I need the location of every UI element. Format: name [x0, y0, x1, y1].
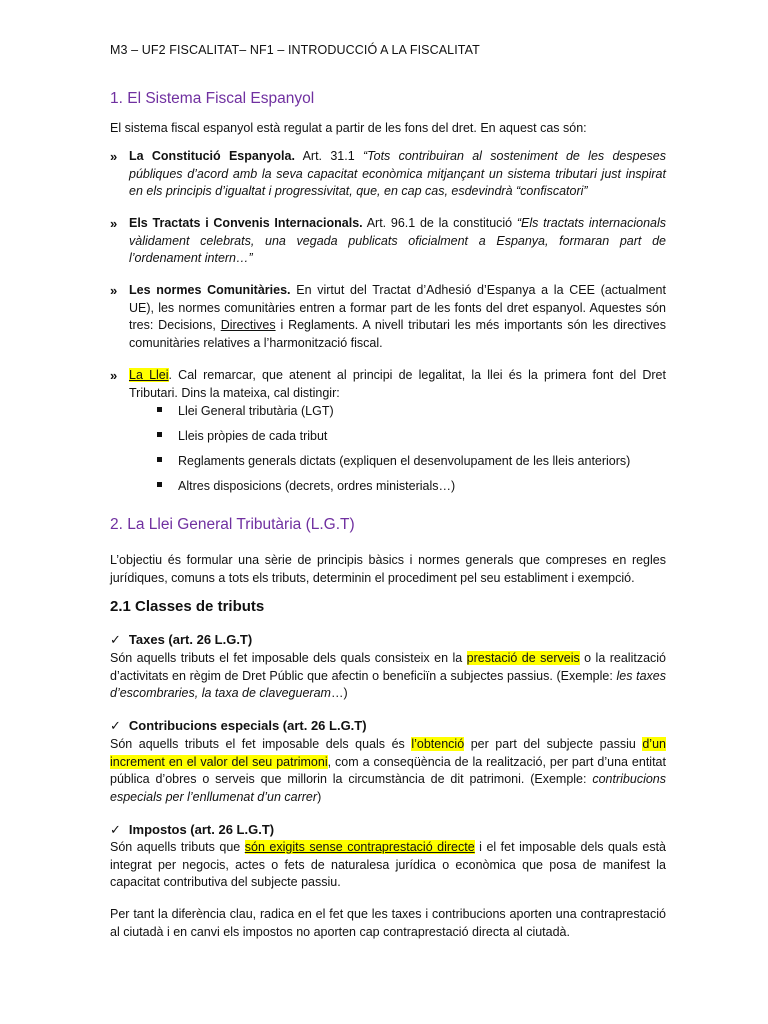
double-chevron-right-icon: »: [110, 368, 118, 383]
sub-item: [157, 428, 327, 446]
item-bold: Les normes Comunitàries.: [129, 283, 291, 297]
item-underlined: Directives: [220, 318, 276, 332]
item-text: i Reglaments. A nivell tributari les més importants són les directives comunitàries relatives a l’harmonització fiscal.: [129, 318, 667, 350]
item-bold: La Constitució Espanyola.: [129, 149, 295, 163]
list-item-normes-comunitaries: [110, 282, 666, 352]
item-quote: “Tots contribuiran al sosteniment de les despeses públiques d’acord amb la seva capacitat econòmica mitjançant un sistema tributari just inspirat en els principis d’igualtat i progressivitat, que, en cap cas, esdevindrà “confiscatori”: [129, 149, 666, 198]
impostos-title-label: Impostos (art. 26 L.G.T): [128, 822, 275, 837]
sub-item: [157, 453, 630, 471]
item-quote: “Els tractats internacionals vàlidament celebrats, una vegada publicats oficialment a Espanya, formaran part de l’ordenament intern…”: [129, 216, 666, 265]
item-bold: Els Tractats i Convenis Internacionals.: [129, 216, 363, 230]
impostos-title: [110, 822, 274, 838]
section2-title: 2. La Llei General Tributària (L.G.T): [110, 516, 355, 533]
item-text: Art. 96.1 de la constitució: [362, 216, 517, 230]
check-icon: ✓: [110, 822, 121, 837]
double-chevron-right-icon: »: [110, 283, 118, 298]
contribucions-text: Són aquells tributs el fet imposable dels quals és l’obtenció per part del subjecte passiu d’un increment en el valor del seu patrimoni, com a conseqüència de la realització, per part d’una entitat pública d’obres o serveis que millorin la circumstància de dit patrimoni. (Exemple: contribucions especials per l’enllumenat d’un carrer): [110, 737, 666, 804]
square-bullet-icon: [157, 457, 162, 462]
subsection-title: 2.1 Classes de tributs: [110, 598, 265, 615]
section1-intro: El sistema fiscal espanyol està regulat a partir de les fons del dret. En aquest cas són:: [110, 121, 587, 135]
list-item-llei: [110, 367, 666, 402]
sub-item-label: Reglaments generals dictats (expliquen el desenvolupament de les lleis anteriors): [178, 454, 631, 468]
item-text: . Cal remarcar, que atenent al principi de legalitat, la llei és la primera font del Dret Tributari. Dins la mateixa, cal distingir:: [129, 368, 666, 400]
impostos-text: Són aquells tributs que són exigits sense contraprestació directe i el fet imposable dels quals està integrat per negocis, actes o fets de naturalesa jurídica o econòmica que posa de manifest la capacitat contributiva del subjecte passiu.: [110, 840, 666, 889]
sub-item-label: Llei General tributària (LGT): [178, 404, 334, 418]
section1-title: 1. El Sistema Fiscal Espanyol: [110, 90, 315, 107]
sub-item: [157, 478, 455, 496]
square-bullet-icon: [157, 407, 162, 412]
square-bullet-icon: [157, 432, 162, 437]
list-item-tractats: [110, 215, 666, 268]
list-item-constitucio: [110, 148, 666, 201]
check-icon: ✓: [110, 718, 121, 733]
contribucions-title-label: Contribucions especials (art. 26 L.G.T): [128, 718, 367, 733]
item-text: Art. 31.1: [294, 149, 363, 163]
double-chevron-right-icon: »: [110, 216, 118, 231]
sub-item-label: Lleis pròpies de cada tribut: [178, 429, 328, 443]
item-highlight: La Llei: [129, 368, 169, 382]
item-text: En virtut del Tractat d’Adhesió d’Espanya a la CEE (actualment UE), les normes comunitàries entren a formar part de les fonts del dret espanyol. Aquestes són tres: Decisions,: [129, 283, 666, 332]
page-header: M3 – UF2 FISCALITAT– NF1 – INTRODUCCIÓ A LA FISCALITAT: [110, 43, 480, 57]
taxes-title: [110, 632, 252, 648]
conclusion-text: Per tant la diferència clau, radica en el fet que les taxes i contribucions aporten una contraprestació al ciutadà i en canvi els impostos no aporten cap contraprestació directa al ciutadà.: [110, 907, 666, 939]
section2-intro: L’objectiu és formular una sèrie de principis bàsics i normes generals que compreses en regles jurídiques, comuns a tots els tributs, determinin el procediment pel seu establiment i exempció.: [110, 553, 666, 585]
contribucions-title: [110, 718, 367, 734]
taxes-text: Són aquells tributs el fet imposable dels quals consisteix en la prestació de serveis o la realització d’activitats en règim de Dret Públic que afectin o beneficiïn a subjectes passius. (Exemple: les taxes d’escombraries, la taxa de clavegueram…): [110, 651, 666, 700]
sub-item-label: Altres disposicions (decrets, ordres ministerials…): [178, 479, 456, 493]
taxes-title-label: Taxes (art. 26 L.G.T): [128, 632, 253, 647]
check-icon: ✓: [110, 632, 121, 647]
double-chevron-right-icon: »: [110, 149, 118, 164]
sub-item: [157, 403, 334, 421]
square-bullet-icon: [157, 482, 162, 487]
